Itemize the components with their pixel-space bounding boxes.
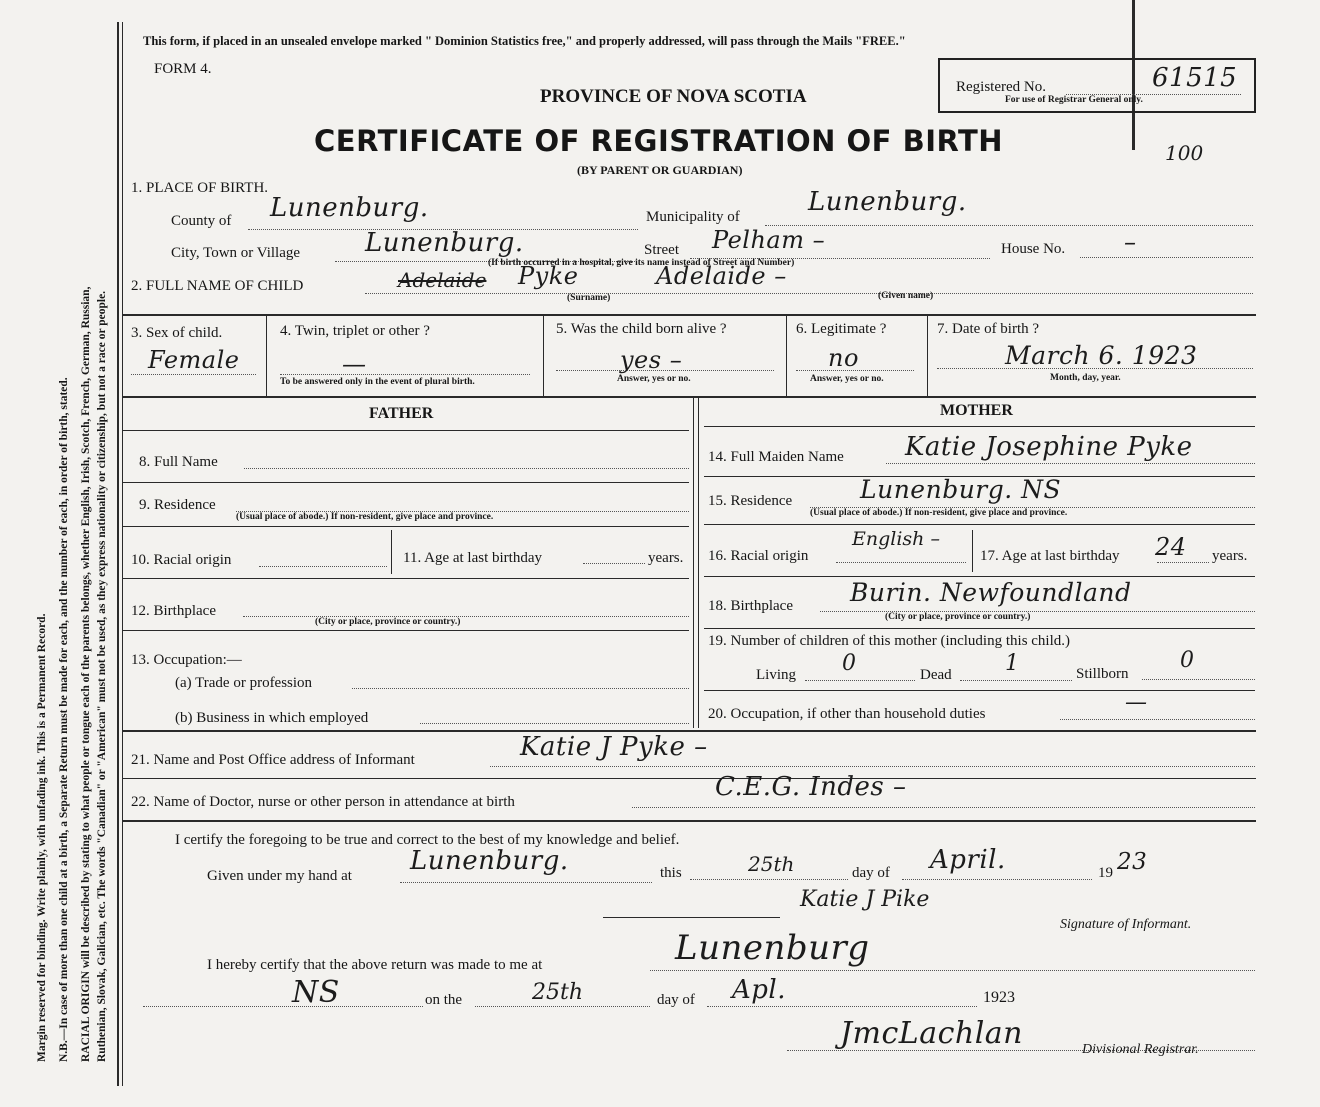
alive-line <box>556 370 774 371</box>
margin-note-binding: Margin reserved for binding. Write plainly, with unfading ink. This is a Permanent Record. <box>36 613 48 1062</box>
given-under-label: Given under my hand at <box>207 868 352 884</box>
mother-residence-label: 15. Residence <box>708 493 793 509</box>
given-place-value: Lunenburg. <box>410 846 569 876</box>
row3-divider-1 <box>266 316 267 396</box>
father-rule-3 <box>123 526 689 527</box>
mother-racial-line <box>836 562 966 563</box>
column-divider-right <box>698 398 699 728</box>
doctor-value: C.E.G. Indes – <box>715 772 907 802</box>
dob-label: 7. Date of birth ? <box>937 321 1040 337</box>
county-value: Lunenburg. <box>270 193 429 223</box>
child-struck-name: Adelaide <box>398 268 487 292</box>
registrar-caption: Divisional Registrar. <box>1082 1042 1199 1057</box>
father-racial-line <box>259 566 387 567</box>
margin-note-racial-1: RACIAL ORIGIN will be described by stating to what people or tongue each of the parents belongs, whether English, Irish, Scotch, French, German, Russian, <box>80 286 92 1062</box>
margin-note-racial-2: Ruthenian, Slovak, Galician, etc. The words "Canadian" or "American" must not be used, as they express nationality or citizenship, but not a race or people. <box>96 290 108 1062</box>
year-prefix: 19 <box>1098 865 1113 881</box>
legitimate-value: no <box>828 344 859 372</box>
alive-note: Answer, yes or no. <box>617 374 691 384</box>
doctor-line <box>632 807 1255 808</box>
surname-caption: (Surname) <box>567 293 611 303</box>
day-of-label: day of <box>852 865 890 881</box>
dead-label: Dead <box>920 667 952 683</box>
father-age-label: 11. Age at last birthday <box>403 550 542 566</box>
child-surname: Pyke <box>518 262 579 290</box>
registered-number: 61515 <box>1152 63 1238 93</box>
certificate-subtitle: (BY PARENT OR GUARDIAN) <box>577 163 743 177</box>
mother-residence-note: (Usual place of abode.) If non-resident, give place and province. <box>810 508 1068 518</box>
dob-note: Month, day, year. <box>1050 373 1121 383</box>
registrar-month-line <box>707 1006 977 1007</box>
doctor-label: 22. Name of Doctor, nurse or other person in attendance at birth <box>131 794 515 810</box>
informant-value: Katie J Pyke – <box>520 732 708 762</box>
registrar-day-value: 25th <box>532 980 584 1005</box>
column-divider-left <box>693 398 694 728</box>
mother-age-line <box>1157 562 1209 563</box>
province-title: PROVINCE OF NOVA SCOTIA <box>540 86 807 107</box>
twin-line <box>280 374 530 375</box>
house-line <box>1080 257 1253 258</box>
stillborn-line <box>1142 679 1255 680</box>
informant-signature-line <box>603 917 780 918</box>
certify-text: I certify the foregoing to be true and correct to the best of my knowledge and belief. <box>175 832 680 848</box>
registrar-month-value: Apl. <box>732 975 786 1005</box>
mother-rule-5 <box>704 628 1255 629</box>
dob-line <box>937 368 1253 369</box>
father-rule-4 <box>123 578 689 579</box>
mother-racial-label: 16. Racial origin <box>708 548 809 564</box>
child-name-label: 2. FULL NAME OF CHILD <box>131 278 304 294</box>
row3-top-rule <box>123 314 1256 316</box>
registrar-year: 1923 <box>983 989 1015 1006</box>
informant-signature: Katie J Pike <box>800 887 930 912</box>
father-business-line <box>420 723 689 724</box>
father-rule-5 <box>123 630 689 631</box>
living-label: Living <box>756 667 796 683</box>
mother-maiden-line <box>886 463 1255 464</box>
father-name-label: 8. Full Name <box>139 454 218 470</box>
dob-value: March 6. 1923 <box>1005 341 1198 370</box>
mother-maiden-label: 14. Full Maiden Name <box>708 449 844 465</box>
father-residence-note: (Usual place of abode.) If non-resident, give place and province. <box>236 512 494 522</box>
father-rule-2 <box>123 482 689 483</box>
mother-occupation-label: 20. Occupation, if other than household duties <box>708 706 986 722</box>
mother-birthplace-label: 18. Birthplace <box>708 598 793 614</box>
child-name-line <box>365 293 1253 294</box>
father-age-divider <box>391 530 392 574</box>
mother-rule-3 <box>704 524 1255 525</box>
father-racial-label: 10. Racial origin <box>131 552 232 568</box>
father-age-line <box>583 563 645 564</box>
twin-value: — <box>342 350 367 378</box>
registered-label: Registered No. <box>956 79 1046 95</box>
mother-maiden-value: Katie Josephine Pyke <box>905 432 1193 462</box>
margin-number: 100 <box>1165 141 1204 165</box>
twin-note: To be answered only in the event of plural birth. <box>280 377 475 387</box>
mother-heading: MOTHER <box>940 402 1013 419</box>
mail-note: This form, if placed in an unsealed envelope marked " Dominion Statistics free," and properly addressed, will pass through the Mails "FREE." <box>143 34 906 48</box>
certificate-title: CERTIFICATE OF REGISTRATION OF BIRTH <box>314 124 1004 158</box>
dead-line <box>960 680 1072 681</box>
living-value: 0 <box>842 651 857 676</box>
left-border-line <box>117 22 119 1086</box>
signature-caption: Signature of Informant. <box>1060 917 1192 932</box>
father-business-label: (b) Business in which employed <box>175 710 369 726</box>
city-label: City, Town or Village <box>171 245 301 261</box>
father-years: years. <box>648 550 684 566</box>
municipality-line <box>765 225 1253 226</box>
registrar-note: For use of Registrar General only. <box>1005 95 1143 105</box>
mother-rule-1 <box>704 426 1255 427</box>
municipality-value: Lunenburg. <box>808 187 967 217</box>
sex-label: 3. Sex of child. <box>131 325 223 341</box>
month-value: April. <box>930 845 1006 875</box>
registrar-on-the-label: on the <box>425 992 463 1008</box>
given-place-line <box>400 882 652 883</box>
father-heading: FATHER <box>369 405 434 422</box>
left-border-line-inner <box>122 22 123 1086</box>
mother-residence-value: Lunenburg. NS <box>860 475 1062 504</box>
mother-children-label: 19. Number of children of this mother (including this child.) <box>708 633 1071 649</box>
row3-divider-4 <box>927 316 928 396</box>
municipality-label: Municipality of <box>646 209 740 225</box>
mother-rule-4 <box>704 576 1255 577</box>
mother-years: years. <box>1212 548 1248 564</box>
child-given-name: Adelaide – <box>656 262 787 290</box>
mother-birthplace-note: (City or place, province or country.) <box>885 612 1031 622</box>
row3-divider-3 <box>786 316 787 396</box>
sex-line <box>131 374 256 375</box>
stillborn-label: Stillborn <box>1076 666 1129 682</box>
registrar-day-line <box>475 1006 650 1007</box>
twin-label: 4. Twin, triplet or other ? <box>280 323 430 339</box>
father-residence-label: 9. Residence <box>139 497 216 513</box>
father-name-line <box>244 468 689 469</box>
father-birthplace-label: 12. Birthplace <box>131 603 216 619</box>
house-value: – <box>1124 228 1137 256</box>
mother-age-divider <box>972 530 973 572</box>
house-label: House No. <box>1001 241 1066 257</box>
father-birthplace-line <box>243 616 689 617</box>
form-number: FORM 4. <box>154 61 212 77</box>
mother-age-value: 24 <box>1155 533 1187 561</box>
mother-age-label: 17. Age at last birthday <box>980 548 1120 564</box>
place-of-birth-label: 1. PLACE OF BIRTH. <box>131 180 269 196</box>
city-value: Lunenburg. <box>365 228 524 258</box>
alive-label: 5. Was the child born alive ? <box>556 321 727 337</box>
street-label: Street <box>644 242 679 258</box>
father-trade-line <box>352 688 689 689</box>
mother-birthplace-value: Burin. Newfoundland <box>850 578 1132 607</box>
day-line <box>690 879 848 880</box>
sex-value: Female <box>148 346 240 374</box>
mother-occupation-line <box>1060 719 1255 720</box>
section-rule-certification <box>123 820 1256 822</box>
year-value: 23 <box>1117 849 1148 875</box>
month-line <box>902 879 1092 880</box>
alive-value: yes – <box>620 346 683 374</box>
day-value: 25th <box>748 852 795 876</box>
hospital-note: (If birth occurred in a hospital, give its name instead of Street and Number) <box>488 258 795 268</box>
this-label: this <box>660 865 682 881</box>
mother-rule-6 <box>704 690 1255 691</box>
row3-bottom-rule <box>123 396 1256 398</box>
mother-racial-value: English – <box>852 528 940 550</box>
legitimate-line <box>796 370 914 371</box>
registrar-place-line <box>650 970 1255 971</box>
dead-value: 1 <box>1005 651 1020 676</box>
registrar-province-value: NS <box>292 975 340 1010</box>
father-birthplace-note: (City or place, province or country.) <box>315 617 461 627</box>
registrar-day-of-label: day of <box>657 992 695 1008</box>
margin-note-nb: N.B.—In case of more than one child at a birth, a Separate Return must be made for each, and the number of each, in order of birth, stated. <box>58 377 70 1062</box>
registrar-signature: JmcLachlan <box>840 1016 1024 1051</box>
informant-line <box>490 766 1255 767</box>
legitimate-label: 6. Legitimate ? <box>796 321 887 337</box>
legitimate-note: Answer, yes or no. <box>810 374 884 384</box>
informant-label: 21. Name and Post Office address of Informant <box>131 752 415 768</box>
given-name-caption: (Given name) <box>878 291 934 301</box>
father-occupation-label: 13. Occupation:— <box>131 652 242 668</box>
registrar-certify-text: I hereby certify that the above return was made to me at <box>207 957 543 973</box>
father-rule-1 <box>123 430 689 431</box>
stillborn-value: 0 <box>1180 648 1195 673</box>
rule-after-informant <box>123 778 1256 779</box>
street-value: Pelham – <box>712 226 826 254</box>
mother-occupation-value: — <box>1125 690 1148 715</box>
living-line <box>805 680 915 681</box>
county-label: County of <box>171 213 232 229</box>
father-trade-label: (a) Trade or profession <box>175 675 313 691</box>
registrar-province-line <box>143 1006 423 1007</box>
registrar-place-value: Lunenburg <box>675 928 870 968</box>
row3-divider-2 <box>543 316 544 396</box>
